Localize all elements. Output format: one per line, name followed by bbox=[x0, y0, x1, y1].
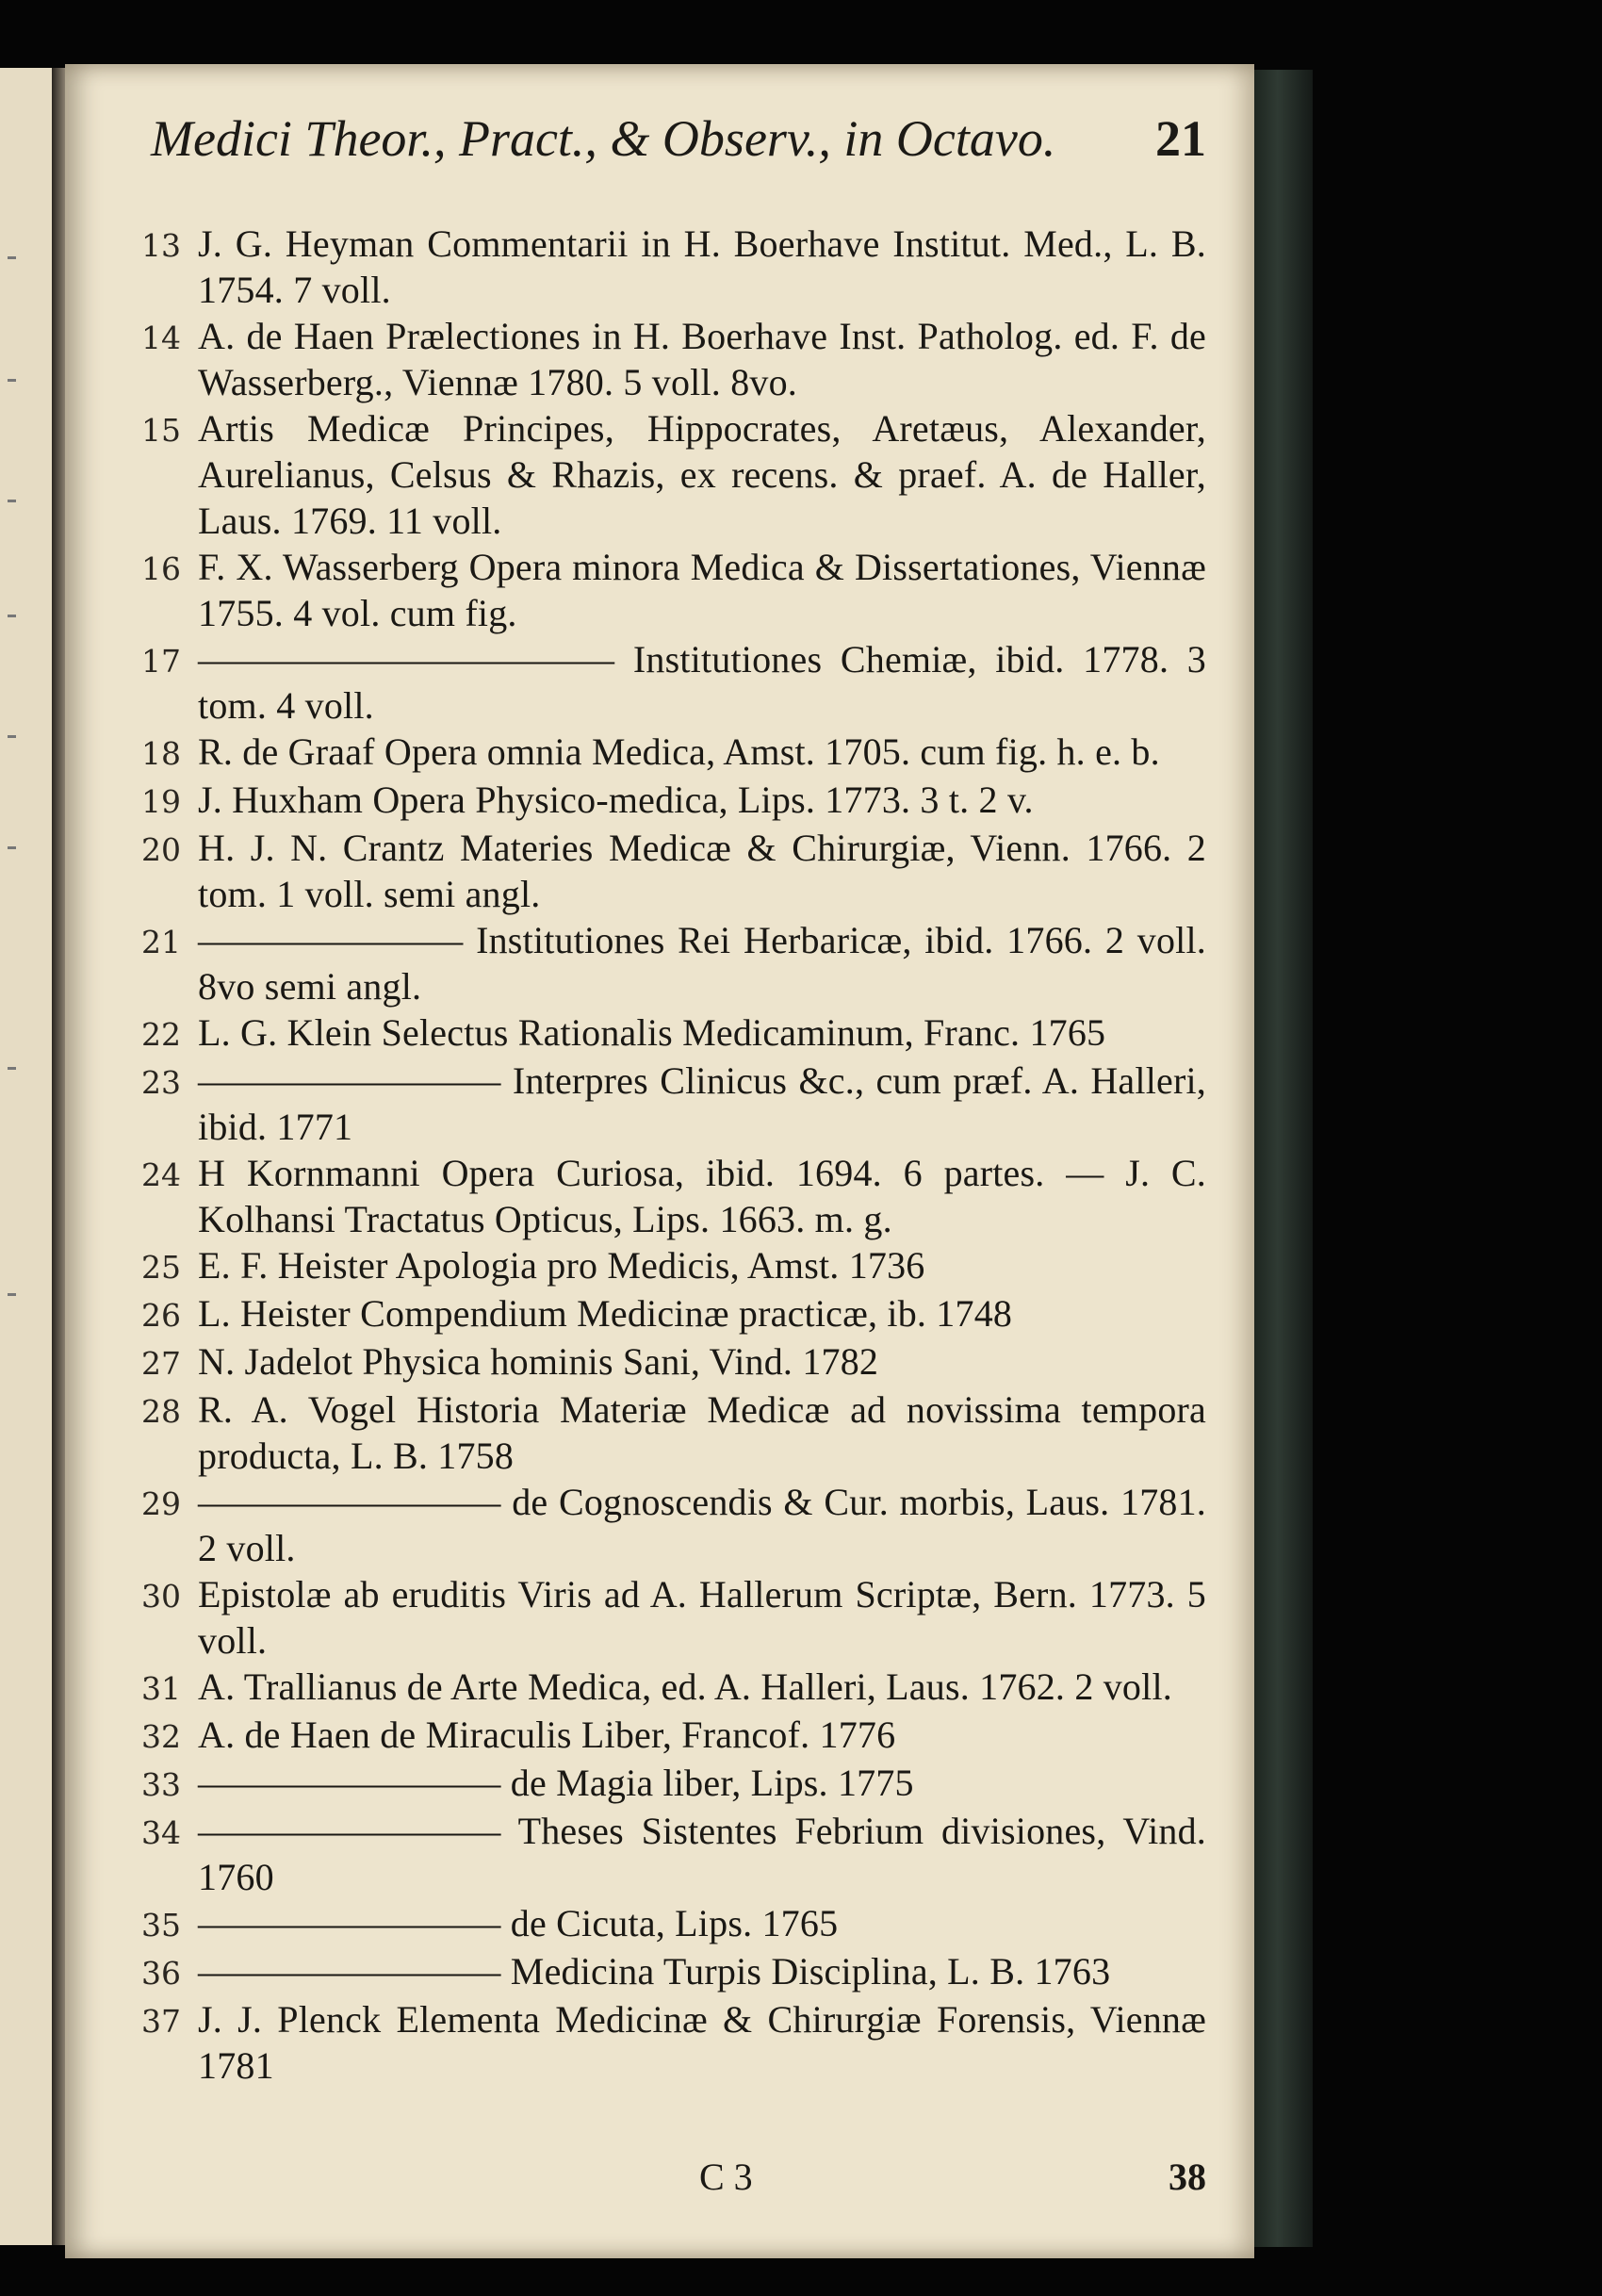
entry-text: F. X. Wasserberg Opera minora Medica & Dissertationes, Viennæ 1755. 4 vol. cum fig. bbox=[198, 546, 1206, 634]
entry-text: ———————— de Cognoscendis & Cur. morbis, Laus. 1781. 2 voll. bbox=[198, 1481, 1206, 1569]
page-footer bbox=[141, 2155, 1206, 2211]
entry-text: A. Trallianus de Arte Medica, ed. A. Halleri, Laus. 1762. 2 voll. bbox=[198, 1665, 1172, 1708]
catalogue-entry bbox=[141, 544, 1206, 636]
catalogue-entry bbox=[141, 1290, 1206, 1338]
entry-text: A. de Haen Prælectiones in H. Boerhave Inst. Patholog. ed. F. de Wasserberg., Viennæ 1780. 5 voll. 8vo. bbox=[198, 315, 1206, 403]
catalogue-entry bbox=[141, 1009, 1206, 1058]
book-cover-edge bbox=[1254, 70, 1313, 2247]
catalogue-entry bbox=[141, 1479, 1206, 1571]
catalogue-entry bbox=[141, 1058, 1206, 1150]
entry-number: 26 bbox=[141, 1297, 181, 1334]
entry-number: 36 bbox=[141, 1955, 181, 1992]
entry-number: 37 bbox=[141, 2003, 181, 2040]
entry-number: 13 bbox=[141, 227, 181, 264]
entry-number: 22 bbox=[141, 1016, 181, 1053]
entry-text: Epistolæ ab eruditis Viris ad A. Hallerum Scriptæ, Bern. 1773. 5 voll. bbox=[198, 1573, 1206, 1662]
entry-number: 32 bbox=[141, 1718, 181, 1755]
catalogue-entries bbox=[141, 221, 1206, 2089]
entry-number: 31 bbox=[141, 1670, 181, 1707]
entry-text: ———————— Theses Sistentes Febrium divisiones, Vind. 1760 bbox=[198, 1810, 1206, 1898]
catalogue-entry bbox=[141, 1571, 1206, 1664]
catalogue-entry bbox=[141, 1386, 1206, 1479]
entry-number: 16 bbox=[141, 550, 181, 587]
catalogue-entry bbox=[141, 1242, 1206, 1290]
catalogue-entry bbox=[141, 1948, 1206, 1996]
entry-text: ———————— Medicina Turpis Disciplina, L. B. 1763 bbox=[198, 1950, 1111, 1993]
entry-text: ———————— de Cicuta, Lips. 1765 bbox=[198, 1902, 839, 1944]
entry-number: 27 bbox=[141, 1345, 181, 1382]
entry-text: E. F. Heister Apologia pro Medicis, Amst. 1736 bbox=[198, 1244, 925, 1287]
left-page-edge bbox=[0, 68, 52, 2245]
entry-text: A. de Haen de Miraculis Liber, Francof. 1776 bbox=[198, 1714, 896, 1756]
entry-text: ——————————— Institutiones Chemiæ, ibid. 1778. 3 tom. 4 voll. bbox=[198, 638, 1206, 727]
catalogue-entry bbox=[141, 1996, 1206, 2089]
entry-number: 21 bbox=[141, 924, 181, 960]
catalogue-entry bbox=[141, 777, 1206, 825]
catalogue-entry bbox=[141, 1150, 1206, 1242]
running-header bbox=[151, 109, 1206, 183]
entry-number: 33 bbox=[141, 1766, 181, 1803]
entry-text: N. Jadelot Physica hominis Sani, Vind. 1782 bbox=[198, 1340, 879, 1383]
entry-text: J. Huxham Opera Physico-medica, Lips. 1773. 3 t. 2 v. bbox=[198, 779, 1034, 821]
entry-text: J. J. Plenck Elementa Medicinæ & Chirurgiæ Forensis, Viennæ 1781 bbox=[198, 1998, 1206, 2087]
entry-text: J. G. Heyman Commentarii in H. Boerhave Institut. Med., L. B. 1754. 7 voll. bbox=[198, 222, 1206, 311]
entry-number: 17 bbox=[141, 643, 181, 680]
entry-number: 14 bbox=[141, 320, 181, 356]
entry-number: 28 bbox=[141, 1393, 181, 1430]
catalogue-entry bbox=[141, 1712, 1206, 1760]
entry-number: 23 bbox=[141, 1064, 181, 1101]
signature-mark: C 3 bbox=[699, 2156, 753, 2198]
catalogue-entry bbox=[141, 729, 1206, 777]
entry-text: L. G. Klein Selectus Rationalis Medicaminum, Franc. 1765 bbox=[198, 1011, 1106, 1054]
page-number: 21 bbox=[1155, 110, 1206, 167]
catalogue-entry bbox=[141, 917, 1206, 1009]
entry-text: R. de Graaf Opera omnia Medica, Amst. 1705. cum fig. h. e. b. bbox=[198, 730, 1160, 773]
entry-text: R. A. Vogel Historia Materiæ Medicæ ad novissima tempora producta, L. B. 1758 bbox=[198, 1388, 1206, 1477]
catchword: 38 bbox=[1169, 2156, 1206, 2198]
catalogue-entry bbox=[141, 825, 1206, 917]
entry-text: Artis Medicæ Principes, Hippocrates, Aretæus, Alexander, Aurelianus, Celsus & Rhazis, ex recens. & praef. A. de Haller, Laus. 1769. 11 voll. bbox=[198, 407, 1206, 542]
entry-text: H Kornmanni Opera Curiosa, ibid. 1694. 6 partes. — J. C. Kolhansi Tractatus Opticus, Lips. 1663. m. g. bbox=[198, 1152, 1206, 1240]
entry-text: H. J. N. Crantz Materies Medicæ & Chirurgiæ, Vienn. 1766. 2 tom. 1 voll. semi angl. bbox=[198, 827, 1206, 915]
catalogue-entry bbox=[141, 1760, 1206, 1808]
catalogue-entry bbox=[141, 636, 1206, 729]
catalogue-entry bbox=[141, 1808, 1206, 1900]
entry-number: 20 bbox=[141, 831, 181, 868]
entry-number: 34 bbox=[141, 1814, 181, 1851]
catalogue-entry bbox=[141, 405, 1206, 544]
entry-text: ———————— Interpres Clinicus &c., cum præf. A. Halleri, ibid. 1771 bbox=[198, 1059, 1206, 1148]
catalogue-entry bbox=[141, 1900, 1206, 1948]
entry-text: ———————— de Magia liber, Lips. 1775 bbox=[198, 1762, 914, 1804]
catalogue-entry bbox=[141, 1338, 1206, 1386]
catalogue-entry bbox=[141, 313, 1206, 405]
catalogue-entry bbox=[141, 221, 1206, 313]
entry-number: 29 bbox=[141, 1485, 181, 1522]
entry-number: 15 bbox=[141, 412, 181, 449]
entry-number: 35 bbox=[141, 1907, 181, 1943]
entry-number: 30 bbox=[141, 1578, 181, 1615]
entry-number: 24 bbox=[141, 1156, 181, 1193]
entry-number: 18 bbox=[141, 735, 181, 772]
header-title: Medici Theor., Pract., & Observ., in Octavo. bbox=[151, 110, 1056, 167]
entry-text: ——————— Institutiones Rei Herbaricæ, ibid. 1766. 2 voll. 8vo semi angl. bbox=[198, 919, 1206, 1008]
entry-number: 25 bbox=[141, 1249, 181, 1286]
entry-text: L. Heister Compendium Medicinæ practicæ, ib. 1748 bbox=[198, 1292, 1013, 1335]
catalogue-entry bbox=[141, 1664, 1206, 1712]
entry-number: 19 bbox=[141, 783, 181, 820]
book-gutter bbox=[52, 68, 65, 2245]
